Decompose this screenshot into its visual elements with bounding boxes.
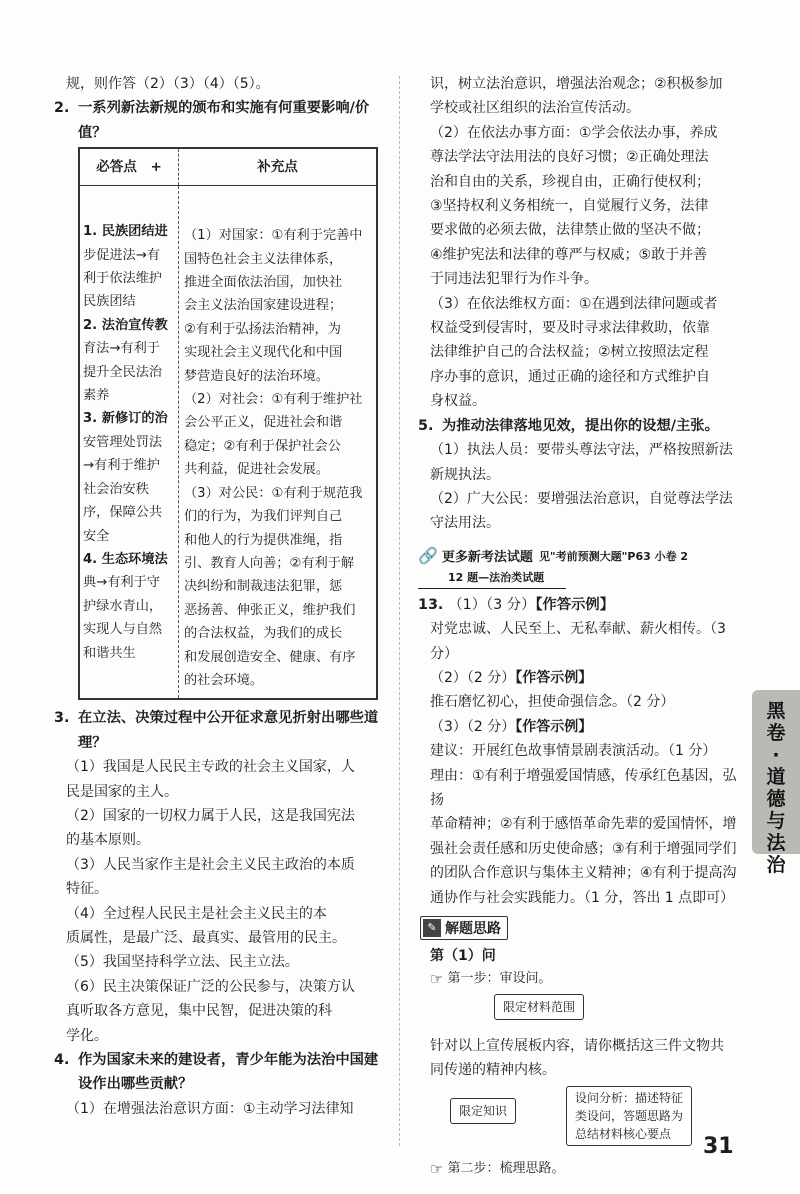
text-line: 强社会责任感和历史使命感；③有利于增强同学们 — [430, 840, 737, 857]
text-line: 治和自由的关系，珍视自由，正确行使权利； — [430, 173, 710, 190]
question-13-part-1 — [418, 593, 740, 617]
required-point-line: 实现人与自然 — [83, 622, 163, 638]
text-line: 特征。 — [66, 881, 108, 898]
question-3-heading: 3. 在立法、决策过程中公开征求意见折射出哪些道理？ — [54, 710, 379, 751]
more-questions-reference: 见"考前预测大题"P63 小卷 2 — [538, 549, 689, 563]
supplementary-point-line: 共利益，促进社会发展。 — [184, 462, 330, 478]
text-line: （2）国家的一切权力属于人民，这是我国宪法 — [66, 807, 355, 824]
text-line: 序办事的意识，通过正确的途径和方式维护自 — [430, 368, 710, 385]
required-points-cell — [79, 186, 179, 700]
part-2-answer: 推石磨忆初心，担使命强信念。（2 分） — [430, 694, 675, 711]
text-line: 革命精神；②有利于感悟革命先辈的爱国情怀，增 — [430, 816, 737, 833]
text-line: 新规执法。 — [430, 466, 500, 483]
text-line: 守法用法。 — [430, 515, 500, 532]
required-point-line: 社会治安秩 — [83, 481, 149, 497]
question-prompt-line-1: 针对以上宣传展板内容，请你概括这三件文物共 — [430, 1038, 724, 1055]
required-point-line: 护绿水青山， — [83, 598, 163, 614]
required-point-line: 1. 民族团结进 — [83, 224, 168, 240]
text-line: 学校或社区组织的法治宣传活动。 — [430, 100, 640, 117]
question-5-title: 为推动法律落地见效，提出你的设想/主张。 — [442, 417, 719, 434]
text-line: 通协作与社会实践能力。（1 分，答出 1 点即可） — [430, 889, 735, 906]
pencil-icon: ✎ — [423, 919, 441, 937]
required-point-line: 3. 新修订的治 — [83, 411, 168, 427]
text-line: ④维护宪法和法律的尊严与权威；⑤敢于并善 — [430, 246, 708, 263]
required-point-line: 和谐共生 — [83, 645, 136, 661]
more-questions-banner — [418, 544, 740, 568]
supplementary-point-line: 稳定；②有利于保护社会公 — [184, 438, 341, 454]
required-point-line: 素养 — [83, 388, 110, 404]
text-line: 尊法学法守法用法的良好习惯；②正确处理法 — [430, 149, 709, 166]
side-tab-char: 与 — [766, 810, 786, 832]
link-icon: 🔗 — [418, 546, 438, 566]
pointing-hand-icon: ☞ — [430, 970, 444, 989]
required-point-line: 民族团结 — [83, 294, 136, 310]
part-2-heading: （2）（2 分）【作答示例】 — [430, 669, 593, 686]
text-line: 民是国家的主人。 — [66, 783, 178, 800]
required-point-line: 步促进法→有 — [83, 247, 160, 263]
question-2-title: 一系列新法新规的颁布和实施有何重要影响/价值？ — [78, 100, 370, 141]
supplementary-point-line: 会主义法治国家建设进程； — [184, 298, 343, 314]
question-3-title: 在立法、决策过程中公开征求意见折射出哪些道理？ — [78, 710, 379, 751]
question-13-number: 13. — [418, 596, 444, 613]
supplementary-point-line: 们的行为，为我们评判自己 — [184, 509, 343, 525]
supplementary-point-line: 的合法权益，为我们的成长 — [184, 626, 343, 642]
step-2: ☞ 第二步：梳理思路。 — [430, 1160, 565, 1179]
required-point-line: 育法→有利于 — [83, 341, 160, 357]
text-line: （1）在增强法治意识方面：①主动学习法律知 — [66, 1100, 354, 1117]
side-tab-char: 德 — [766, 788, 786, 810]
text-line: （3）人民当家作主是社会主义民主政治的本质 — [66, 856, 355, 873]
required-point-line: 4. 生态环境法 — [83, 551, 168, 567]
required-point-line: 安全 — [83, 528, 110, 544]
question-prompt-line-2: 同传递的精神内核。 — [430, 1062, 556, 1079]
more-questions-reference-2: 12 题—法治类试题 — [418, 568, 566, 589]
required-point-line: →有利于维护 — [83, 458, 160, 474]
side-tab-char: 治 — [766, 854, 786, 876]
text-line: 身权益。 — [430, 393, 486, 410]
text-line: 的基本原则。 — [66, 832, 150, 849]
side-tab-char: 卷 — [766, 722, 786, 744]
annotation-area — [418, 990, 740, 1140]
more-questions-title: 更多新考法试题 — [441, 550, 533, 566]
subject-side-tab-label — [752, 690, 800, 876]
right-column — [418, 72, 740, 1180]
step-1: ☞ 第一步：审设问。 — [430, 970, 552, 989]
text-line: 建议：开展红色故事情景剧表演活动。（1 分） — [430, 743, 717, 760]
text-line: 要求做的必须去做，法律禁止做的坚决不做； — [430, 222, 710, 239]
supplementary-point-line: 决纠纷和制裁违法犯罪，惩 — [184, 579, 343, 595]
sub-question-label: 第（1）问 — [430, 948, 496, 964]
supplementary-point-line: 的社会环境。 — [184, 672, 264, 688]
subject-side-tab — [752, 690, 800, 876]
question-4-title: 作为国家未来的建设者，青少年能为法治中国建设作出哪些贡献？ — [78, 1052, 379, 1093]
pointing-hand-icon: ☞ — [430, 1160, 444, 1179]
question-2-heading: 2. 一系列新法新规的颁布和实施有何重要影响/价值？ — [54, 100, 370, 141]
supplementary-point-line: 国特色社会主义法律体系， — [184, 251, 343, 267]
prev-answer-tail: 规，则作答（2）（3）（4）（5）。 — [66, 76, 270, 92]
text-line: 学化。 — [66, 1027, 108, 1044]
question-4-answer-start — [54, 1097, 380, 1121]
callout-question-analysis: 设问分析：描述特征 类设问，答题思路为 总结材料核心要点 — [566, 1086, 692, 1146]
answer-table — [78, 147, 378, 700]
part-3-answer — [418, 739, 740, 910]
supplementary-point-line: 引、教育人向善；②有利于解 — [184, 555, 355, 571]
text-line: （3）在依法维权方面：①在遇到法律问题或者 — [430, 295, 718, 312]
table-header-supplementary: 补充点 — [179, 148, 378, 186]
supplementary-point-line: （2）对社会：①有利于维护社 — [184, 392, 363, 408]
question-3-answer — [54, 755, 380, 1048]
callout-material-scope: 限定材料范围 — [494, 994, 584, 1020]
callout-knowledge-scope: 限定知识 — [450, 1098, 516, 1124]
text-line: （4）全过程人民民主是社会主义民主的本 — [66, 905, 327, 922]
text-line: 理由：①有利于增强爱国情感，传承红色基因，弘扬 — [430, 767, 737, 808]
text-line: （2）广大公民：要增强法治意识，自觉尊法学法 — [430, 490, 733, 507]
text-line: 真听取各方意见，集中民智，促进决策的科 — [66, 1003, 332, 1020]
text-line: （6）民主决策保证广泛的公民参与，决策方认 — [66, 978, 355, 995]
supplementary-point-line: 梦营造良好的法治环境。 — [184, 368, 330, 384]
left-column — [54, 72, 380, 1121]
text-line: 识，树立法治意识，增强法治观念；②积极参加 — [430, 76, 723, 92]
question-4-heading: 4. 作为国家未来的建设者，青少年能为法治中国建设作出哪些贡献？ — [54, 1052, 379, 1093]
text-line: （1）我国是人民民主专政的社会主义国家，人 — [66, 759, 355, 776]
text-line: （1）执法人员：要带头尊法守法，严格按照新法 — [430, 442, 733, 459]
text-line: 于同违法犯罪行为作斗争。 — [430, 271, 598, 288]
supplementary-point-line: （1）对国家：①有利于完善中 — [184, 228, 363, 244]
supplementary-point-line: 实现社会主义现代化和中国 — [184, 345, 343, 361]
required-point-line: 利于依法维护 — [83, 271, 163, 287]
part-3-heading: （3）（2 分）【作答示例】 — [430, 718, 593, 735]
part-1-head: （1）（3 分） — [448, 596, 536, 613]
required-point-line: 2. 法治宣传教 — [83, 317, 168, 333]
text-line: 的团队合作意识与集体主义精神；④有利于提高沟 — [430, 865, 737, 882]
supplementary-point-line: （3）对公民：①有利于规范我 — [184, 485, 363, 501]
required-point-line: 典→有利于守 — [83, 575, 160, 591]
text-line: （5）我国坚持科学立法、民主立法。 — [66, 954, 299, 971]
text-line: 法律维护自己的合法权益；②树立按照法定程 — [430, 344, 709, 361]
text-line: ③坚持权利义务相统一，自觉履行义务，法律 — [430, 198, 709, 215]
text-line: （2）在依法办事方面：①学会依法办事，养成 — [430, 124, 718, 141]
question-5-heading: 5. 为推动法律落地见效，提出你的设想/主张。 — [418, 417, 719, 434]
supplementary-point-line: 会公平正义，促进社会和谐 — [184, 415, 343, 431]
page-number: 31 — [703, 1134, 734, 1159]
supplementary-point-line: 恶扬善、伸张正义，维护我们 — [184, 602, 356, 618]
required-point-line: 提升全民法治 — [83, 364, 163, 380]
part-1-answer: 对党忠诚、人民至上、无私奉献、薪火相传。（3 分） — [430, 621, 726, 662]
supplementary-point-line: 推进全面依法治国，加快社 — [184, 275, 343, 291]
side-tab-char: 黑 — [766, 700, 786, 722]
supplementary-point-line: 和他人的行为提供准绳，指 — [184, 532, 343, 548]
supplementary-points-cell — [179, 186, 378, 700]
side-tab-char: 法 — [766, 832, 786, 854]
side-tab-char: · — [772, 744, 780, 766]
required-point-line: 序，保障公共 — [83, 505, 163, 521]
question-4-answer-continued — [418, 72, 740, 414]
side-tab-char: 道 — [766, 766, 786, 788]
required-point-line: 安管理处罚法 — [83, 434, 163, 450]
solution-ideas-bar — [420, 916, 508, 940]
supplementary-point-line: ②有利于弘扬法治精神，为 — [184, 321, 341, 337]
part-1-tag: 【作答示例】 — [535, 596, 615, 613]
text-line: 权益受到侵害时，要及时寻求法律救助，依靠 — [430, 320, 710, 337]
solution-ideas-title: 解题思路 — [445, 921, 501, 937]
supplementary-point-line: 和发展创造安全、健康、有序 — [184, 649, 356, 665]
text-line: 质属性，是最广泛、最真实、最管用的民主。 — [66, 930, 346, 946]
question-5-answer — [418, 438, 740, 536]
table-header-required: 必答点 + — [79, 148, 179, 186]
column-divider — [399, 76, 400, 1146]
